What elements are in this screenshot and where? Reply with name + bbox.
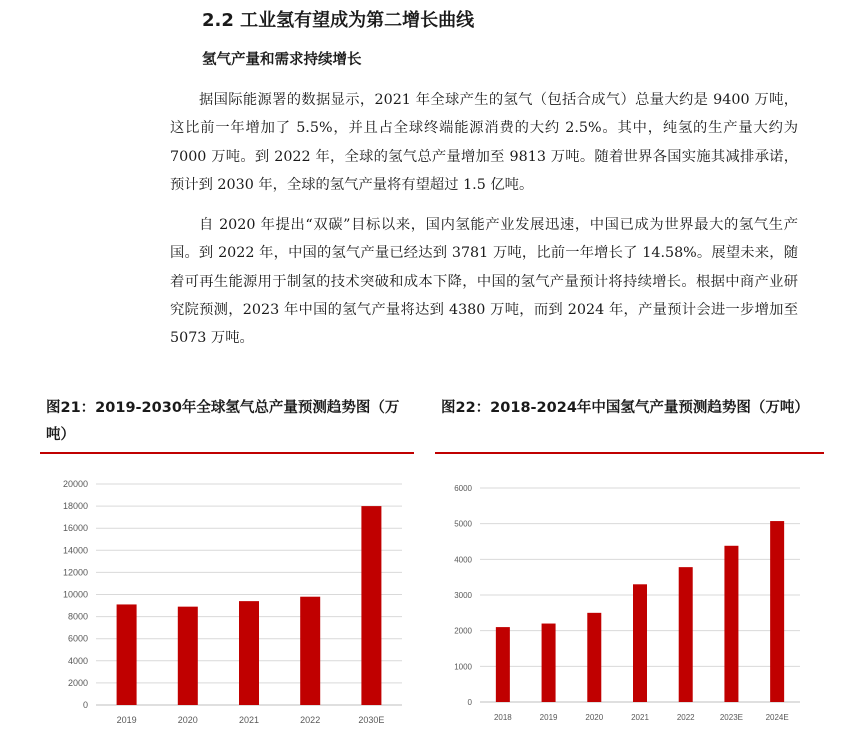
x-tick-label: 2030E: [358, 715, 385, 725]
y-tick-label: 20000: [62, 479, 88, 489]
figure-22-caption: 图22：2018-2024年中国氢气产量预测趋势图（万吨）: [441, 400, 809, 416]
y-tick-label: 1000: [454, 662, 472, 672]
bar-2022: [300, 597, 320, 705]
y-tick-label: 0: [467, 698, 472, 707]
x-tick-label: 2024E: [765, 713, 789, 722]
x-tick-label: 2022: [300, 715, 321, 725]
bar-2020: [587, 613, 601, 702]
x-tick-label: 2019: [539, 713, 558, 722]
y-tick-label: 3000: [454, 591, 472, 600]
y-tick-label: 14000: [62, 545, 88, 556]
figure-22-rule: [435, 452, 824, 454]
x-tick-label: 2022: [676, 713, 695, 722]
bar-2019: [542, 624, 556, 702]
y-tick-label: 4000: [454, 555, 472, 565]
figure-21-rule: [40, 452, 414, 454]
paragraph-china-hydrogen: 自 2020 年提出“双碳”目标以来，国内氢能产业发展迅速，中国已成为世界最大的氢气生产国。到 2022 年，中国的氢气产量已经达到 3781 万吨，比前一年增长了 14.58%。展望未来，随着可再生能源用于制氢的技术突破和成本下降，中国的氢气产量预计将持续增长。根据中商产业研究院预测，2023 年中国的氢气产量将达到 4380 万吨，而到 2024 年，产量预计会进一步增加至 5073 万吨。: [170, 217, 798, 347]
y-tick-label: 12000: [62, 567, 88, 578]
y-tick-label: 0: [82, 700, 88, 710]
x-tick-label: 2020: [177, 715, 198, 725]
bar-2030E: [361, 506, 381, 705]
y-tick-label: 2000: [454, 626, 472, 636]
figure-21-bar-chart: [40, 472, 414, 730]
bar-2024E: [770, 521, 784, 702]
bar-2022: [679, 567, 693, 702]
y-tick-label: 6000: [454, 484, 472, 493]
x-tick-label: 2019: [116, 715, 137, 725]
bar-2021: [239, 601, 259, 705]
section-title: 2.2 工业氢有望成为第二增长曲线: [202, 10, 475, 31]
bar-2019: [117, 604, 137, 705]
x-tick-label: 2021: [238, 715, 260, 725]
y-tick-label: 8000: [67, 611, 88, 622]
subheading: 氢气产量和需求持续增长: [202, 52, 362, 68]
y-tick-label: 2000: [67, 677, 88, 688]
y-tick-label: 5000: [454, 519, 472, 529]
y-tick-label: 4000: [67, 655, 88, 666]
figure-22-bar-chart: [435, 472, 824, 730]
figure-21-caption: 图21：2019-2030年全球氢气总产量预测趋势图（万吨）: [46, 400, 400, 443]
paragraph-global-hydrogen: 据国际能源署的数据显示，2021 年全球产生的氢气（包括合成气）总量大约是 9400 万吨，这比前一年增加了 5.5%，并且占全球终端能源消费的大约 2.5%。其中，纯氢的生产量大约为 7000 万吨。到 2022 年，全球的氢气总产量增加至 9813 万吨。随着世界各国实施其减排承诺，预计到 2030 年，全球的氢气产量将有望超过 1.5 亿吨。: [170, 92, 798, 193]
y-tick-label: 10000: [62, 589, 88, 600]
x-tick-label: 2023E: [719, 713, 743, 722]
x-tick-label: 2020: [585, 713, 604, 722]
x-tick-label: 2018: [493, 713, 512, 722]
bar-2023E: [724, 546, 738, 702]
y-tick-label: 6000: [67, 633, 88, 644]
figure-22: [435, 395, 824, 730]
bar-2020: [178, 607, 198, 705]
bar-2018: [496, 627, 510, 702]
figure-21: [40, 395, 414, 730]
y-tick-label: 18000: [62, 501, 88, 512]
y-tick-label: 16000: [62, 523, 88, 534]
x-tick-label: 2021: [631, 713, 649, 722]
bar-2021: [633, 584, 647, 702]
